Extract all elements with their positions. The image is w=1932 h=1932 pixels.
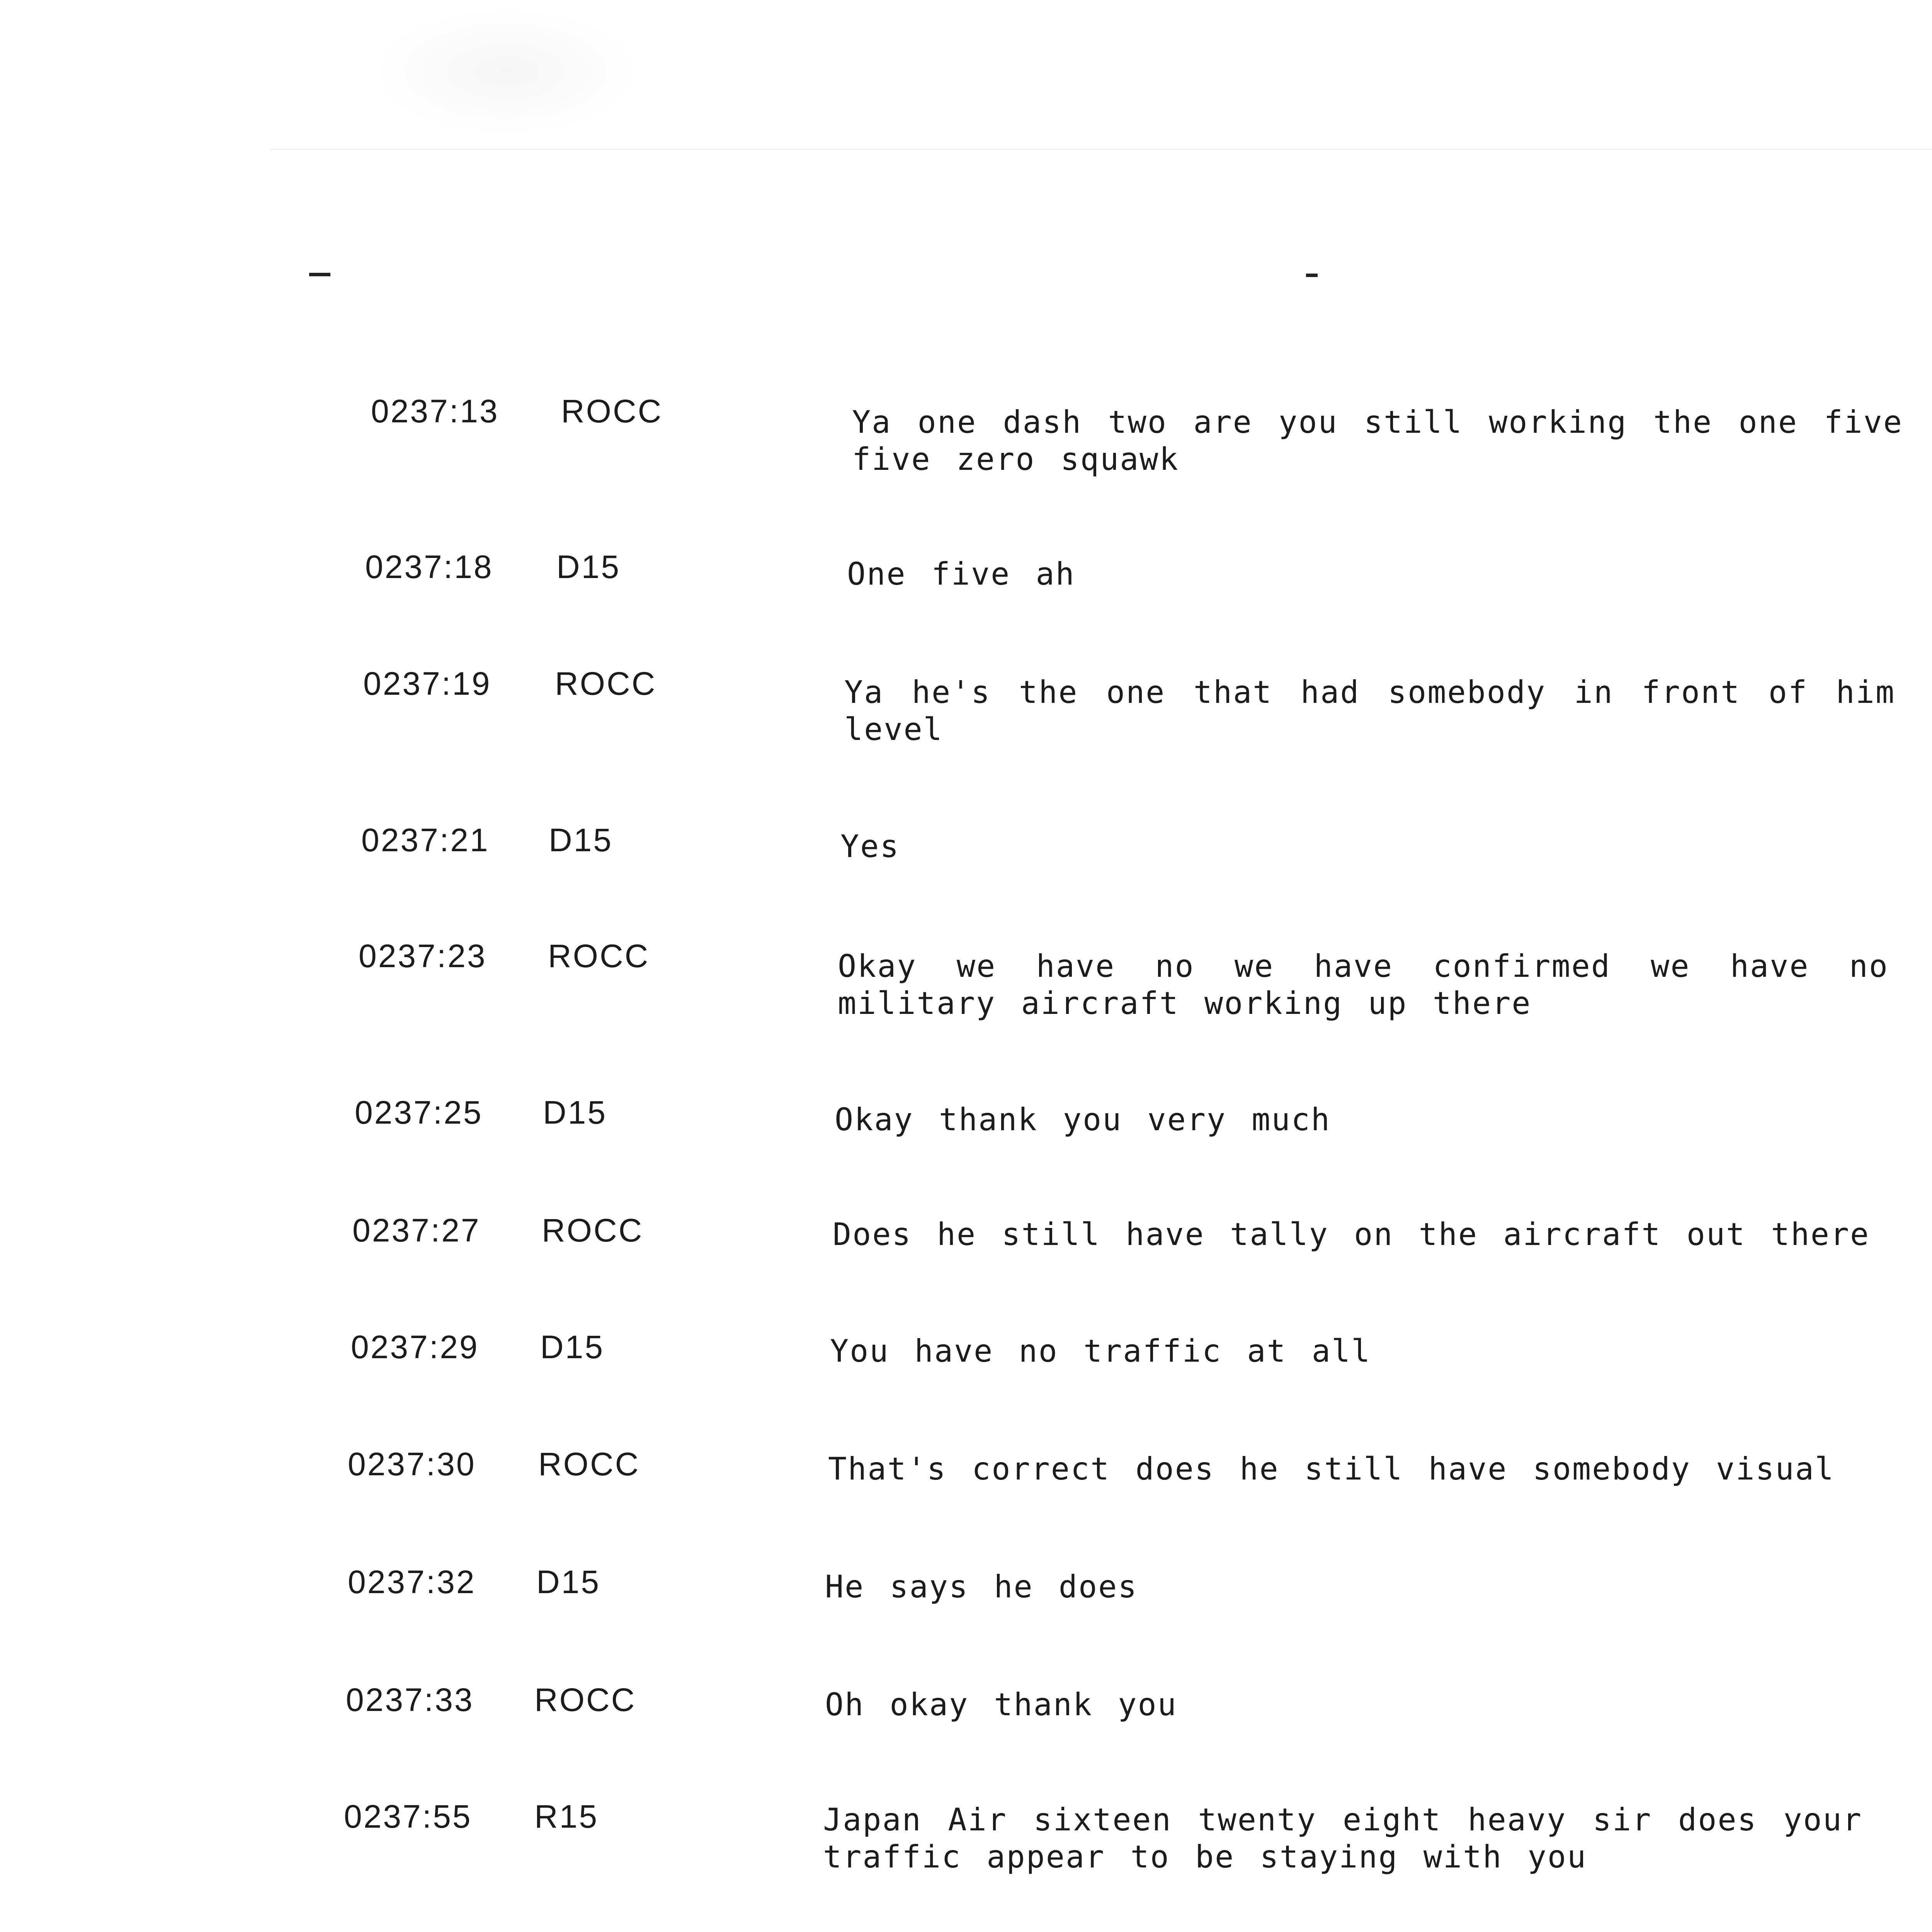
entry-message: Yes bbox=[840, 828, 900, 864]
transcript-entry bbox=[0, 1094, 1932, 1194]
entry-speaker: D15 bbox=[549, 822, 613, 858]
entry-message: Ya one dash two are you still working the one five five zero squawk bbox=[852, 404, 1903, 477]
entry-time: 0237:55 bbox=[344, 1798, 472, 1835]
transcript-entry bbox=[0, 1445, 1932, 1546]
entry-speaker: ROCC bbox=[542, 1212, 644, 1248]
entry-time: 0237:18 bbox=[365, 549, 493, 585]
transcript-entry bbox=[0, 1798, 1932, 1898]
scan-bleed-through bbox=[371, 8, 641, 135]
transcript-entry bbox=[0, 1563, 1932, 1663]
transcript-entry bbox=[0, 665, 1932, 765]
entry-speaker: ROCC bbox=[548, 938, 650, 974]
transcript-entry bbox=[0, 1681, 1932, 1781]
entry-message: He says he does bbox=[825, 1569, 1138, 1605]
entry-speaker: ROCC bbox=[534, 1682, 636, 1718]
transcript-entry bbox=[0, 1328, 1932, 1429]
entry-message: Does he still have tally on the aircraft out there bbox=[833, 1216, 1870, 1252]
entry-speaker: ROCC bbox=[561, 393, 663, 429]
entry-message: Japan Air sixteen twenty eight heavy sir does your traffic appear to be staying with you bbox=[823, 1802, 1862, 1875]
entry-speaker: D15 bbox=[556, 549, 621, 585]
transcript-entry bbox=[0, 937, 1932, 1037]
entry-message: Ya he's the one that had somebody in front of him level bbox=[844, 674, 1895, 747]
scan-edge-top bbox=[270, 149, 1932, 150]
entry-speaker: ROCC bbox=[555, 665, 657, 702]
transcript-entry bbox=[0, 548, 1932, 648]
entry-time: 0237:30 bbox=[348, 1446, 476, 1482]
margin-mark-right bbox=[1306, 274, 1318, 277]
entry-time: 0237:32 bbox=[348, 1564, 476, 1600]
entry-speaker: D15 bbox=[540, 1329, 605, 1365]
entry-speaker: D15 bbox=[543, 1094, 607, 1131]
entry-speaker: D15 bbox=[536, 1564, 601, 1600]
entry-speaker: R15 bbox=[534, 1798, 599, 1835]
entry-speaker: ROCC bbox=[538, 1446, 640, 1482]
transcript-entry bbox=[0, 821, 1932, 922]
entry-time: 0237:29 bbox=[351, 1329, 479, 1365]
entry-time: 0237:23 bbox=[359, 938, 487, 974]
entry-message: You have no traffic at all bbox=[830, 1333, 1371, 1369]
entry-message: That's correct does he still have somebody visual bbox=[828, 1451, 1835, 1487]
entry-time: 0237:13 bbox=[371, 393, 499, 429]
entry-message: One five ah bbox=[847, 556, 1075, 592]
transcript-entry bbox=[0, 392, 1932, 493]
entry-time: 0237:21 bbox=[361, 822, 490, 858]
entry-message: Okay we have no we have confirmed we have no military aircraft working up there bbox=[838, 948, 1889, 1021]
entry-time: 0237:33 bbox=[346, 1682, 474, 1718]
entry-message: Oh okay thank you bbox=[825, 1687, 1177, 1723]
entry-message: Okay thank you very much bbox=[835, 1102, 1331, 1138]
transcript-entry bbox=[0, 1211, 1932, 1312]
entry-time: 0237:19 bbox=[363, 665, 492, 702]
entry-time: 0237:25 bbox=[355, 1094, 483, 1131]
margin-mark-left bbox=[309, 273, 330, 276]
entry-time: 0237:27 bbox=[352, 1212, 481, 1248]
